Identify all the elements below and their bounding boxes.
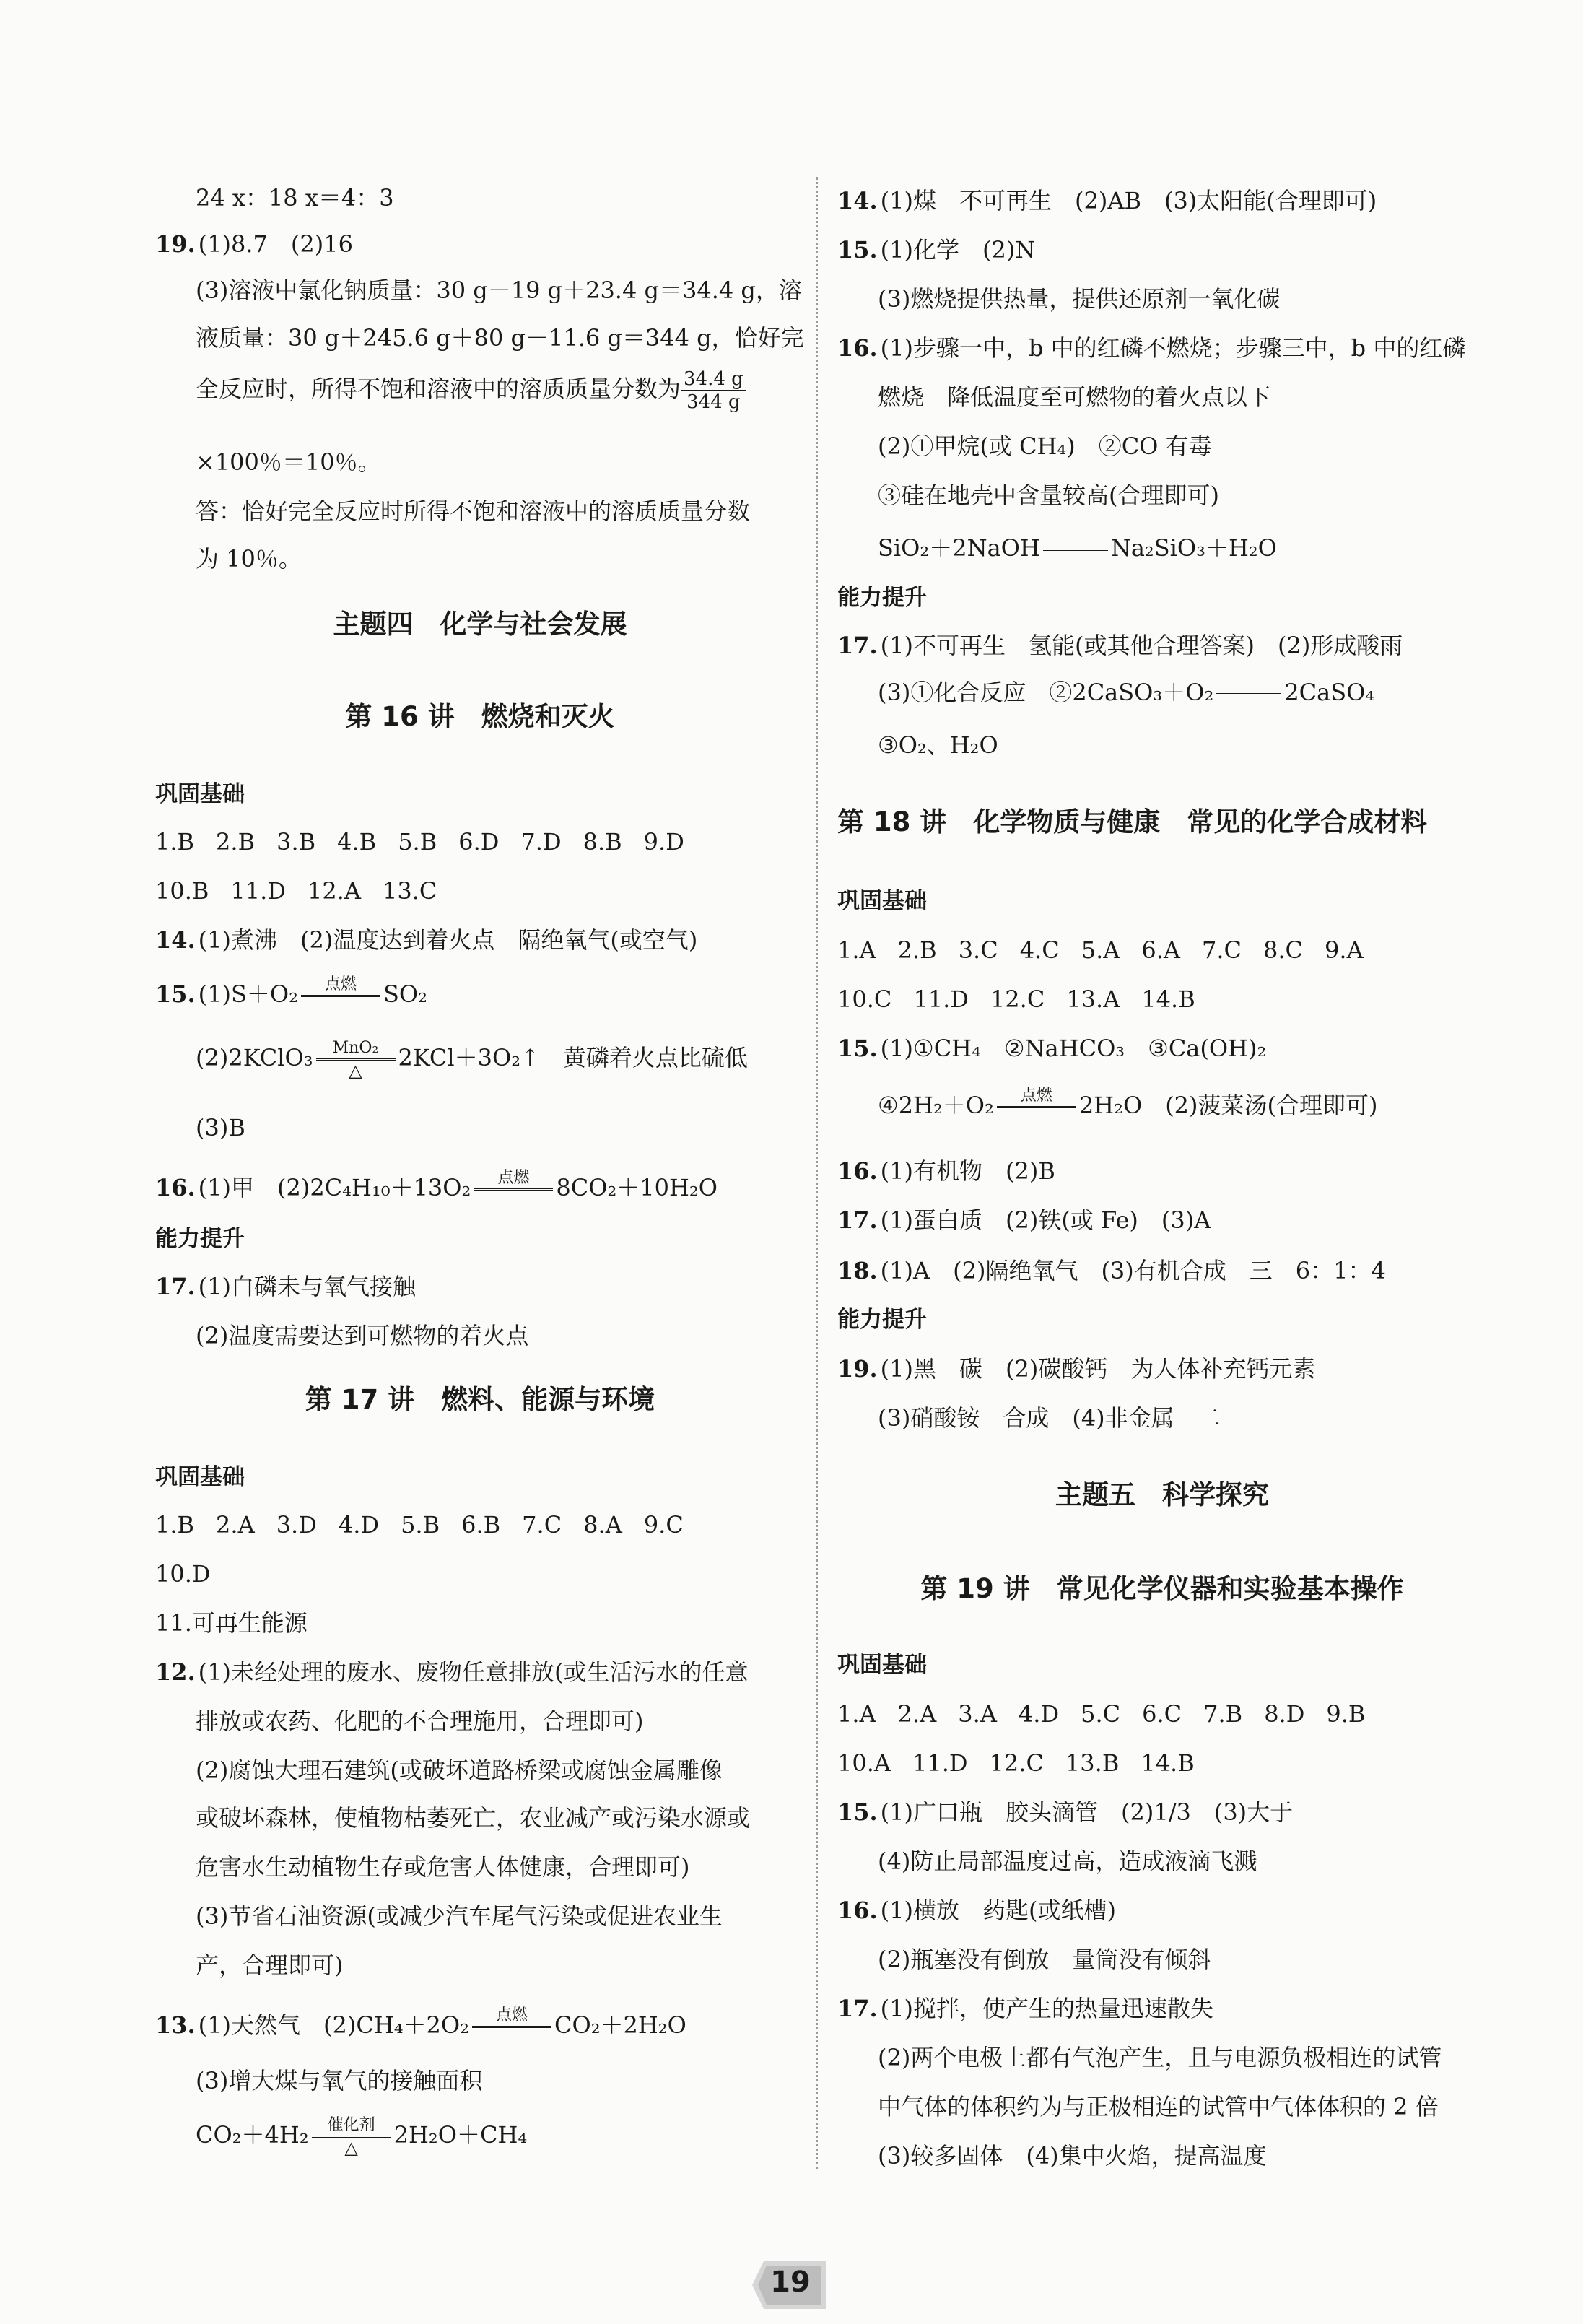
q16-line: 16. (1)步骤一中，b 中的红磷不燃烧；步骤三中，b 中的红磷 <box>837 334 1466 362</box>
q16-line: 16. (1)甲 (2)2C₄H₁₀＋13O₂ 点燃 8CO₂＋10H₂O <box>155 1170 718 1209</box>
reaction-arrow: MnO₂ △ <box>316 1040 396 1079</box>
answer-row: 1.A 2.B 3.C 4.C 5.A 6.A 7.C 8.C 9.A <box>837 936 1364 964</box>
answer-row: 10.C 11.D 12.C 13.A 14.B <box>837 985 1195 1013</box>
reaction-arrow: 催化剂 △ <box>312 2117 391 2157</box>
text-line: 液质量：30 g＋245.6 g＋80 g－11.6 g＝344 g，恰好完 <box>196 324 804 352</box>
q17-line: 17. (1)蛋白质 (2)铁(或 Fe) (3)A <box>837 1206 1211 1234</box>
section-label: 巩固基础 <box>155 781 245 807</box>
text-line: (2)腐蚀大理石建筑(或破坏道路桥梁或腐蚀金属雕像 <box>196 1757 723 1784</box>
text-line: ×100％＝10％。 <box>196 448 381 476</box>
q17-line: 17. (1)搅拌，使产生的热量迅速散失 <box>837 1995 1214 2022</box>
section-label: 巩固基础 <box>837 888 927 914</box>
lecture-heading: 第 18 讲 化学物质与健康 常见的化学合成材料 <box>837 806 1428 837</box>
answer-row: 10.B 11.D 12.A 13.C <box>155 877 437 905</box>
section-label: 巩固基础 <box>155 1464 245 1490</box>
text-line: ③O₂、H₂O <box>878 731 998 759</box>
text-line: (2)两个电极上都有气泡产生，且与电源负极相连的试管 <box>878 2044 1442 2071</box>
q15-line: 15. (1)①CH₄ ②NaHCO₃ ③Ca(OH)₂ <box>837 1035 1267 1062</box>
q19-fraction-line: 全反应时，所得不饱和溶液中的溶质质量分数为 $\frac{34.4 g}{344 g}$ <box>196 368 746 413</box>
page-number-badge <box>751 2260 830 2310</box>
q15b-line: (2)2KClO₃ MnO₂ △ 2KCl＋3O₂↑ 黄磷着火点比硫低 <box>196 1039 748 1081</box>
q19-line: 19. (1)8.7 (2)16 <box>155 230 353 258</box>
q15-line: 15. (1)S＋O₂ 点燃 SO₂ <box>155 976 427 1016</box>
text-line: (2)温度需要达到可燃物的着火点 <box>196 1322 529 1349</box>
reaction-arrow: 点燃 <box>997 1087 1076 1127</box>
text-line: 10.D <box>155 1560 211 1588</box>
text-line: (3)溶液中氯化钠质量：30 g－19 g＋23.4 g＝34.4 g，溶 <box>196 277 802 304</box>
q15-line: 15. (1)广口瓶 胶头滴管 (2)1/3 (3)大于 <box>837 1798 1294 1826</box>
q14-line: 14. (1)煮沸 (2)温度达到着火点 隔绝氧气(或空气) <box>155 926 698 954</box>
text-line: (3)节省石油资源(或减少汽车尾气污染或促进农业生 <box>196 1902 723 1930</box>
q16-line: 16. (1)有机物 (2)B <box>837 1157 1055 1185</box>
q13-line: 13. (1)天然气 (2)CH₄＋2O₂ 点燃 CO₂＋2H₂O <box>155 2007 686 2047</box>
section-label: 能力提升 <box>837 1307 927 1333</box>
q15-line: 15. (1)化学 (2)N <box>837 236 1036 264</box>
q16e-line: SiO₂＋2NaOH Na₂SiO₃＋H₂O <box>878 530 1277 570</box>
text-line: 24 x：18 x＝4：3 <box>196 184 394 212</box>
text-line: 危害水生动植物生存或危害人体健康，合理即可) <box>196 1853 690 1881</box>
column-divider <box>816 177 818 2169</box>
text-line: (3)燃烧提供热量，提供还原剂一氧化碳 <box>878 285 1281 313</box>
q17-line: 17. (1)白磷未与氧气接触 <box>155 1273 417 1300</box>
lecture-heading: 第 17 讲 燃料、能源与环境 <box>305 1384 655 1415</box>
text-line: (3)B <box>196 1114 245 1141</box>
equals-sign <box>1043 530 1108 570</box>
theme-heading: 主题四 化学与社会发展 <box>333 609 627 640</box>
text-line: 燃烧 降低温度至可燃物的着火点以下 <box>878 383 1271 411</box>
text-line: 为 10％。 <box>196 545 302 573</box>
text-line: 中气体的体积约为与正极相连的试管中气体体积的 2 倍 <box>878 2093 1439 2120</box>
section-label: 能力提升 <box>837 585 927 611</box>
text-line: 答：恰好完全反应时所得不饱和溶液中的溶质质量分数 <box>196 497 751 525</box>
answer-row: 1.B 2.A 3.D 4.D 5.B 6.B 7.C 8.A 9.C <box>155 1511 684 1539</box>
theme-heading: 主题五 科学探究 <box>1055 1479 1269 1510</box>
text-line: 或破坏森林，使植物枯萎死亡，农业减产或污染水源或 <box>196 1804 751 1832</box>
text-line: 排放或农药、化肥的不合理施用，合理即可) <box>196 1707 644 1735</box>
equals-sign <box>1216 674 1281 714</box>
text-line: (2)瓶塞没有倒放 量筒没有倾斜 <box>878 1946 1211 1973</box>
answer-row: 10.A 11.D 12.C 13.B 14.B <box>837 1749 1195 1777</box>
text-line: (4)防止局部温度过高，造成液滴飞溅 <box>878 1848 1257 1875</box>
q17b-line: (3)①化合反应 ②2CaSO₃＋O₂ 2CaSO₄ <box>878 674 1374 714</box>
q17-line: 17. (1)不可再生 氢能(或其他合理答案) (2)形成酸雨 <box>837 632 1403 659</box>
reaction-arrow: 点燃 <box>301 976 380 1016</box>
text-line: (3)增大煤与氧气的接触面积 <box>196 2067 483 2094</box>
page-number: 19 <box>770 2266 811 2299</box>
reaction-arrow: 点燃 <box>472 2007 551 2047</box>
text-line: (3)硝酸铵 合成 (4)非金属 二 <box>878 1404 1221 1432</box>
q16-line: 16. (1)横放 药匙(或纸槽) <box>837 1897 1116 1924</box>
text-line: (2)①甲烷(或 CH₄) ②CO 有毒 <box>878 432 1212 460</box>
answer-row: 1.B 2.B 3.B 4.B 5.B 6.D 7.D 8.B 9.D <box>155 828 684 856</box>
q18-line: 18. (1)A (2)隔绝氧气 (3)有机合成 三 6：1：4 <box>837 1257 1386 1284</box>
text-line: 11.可再生能源 <box>155 1609 308 1637</box>
lecture-heading: 第 19 讲 常见化学仪器和实验基本操作 <box>920 1573 1404 1604</box>
reaction-arrow: 点燃 <box>474 1170 553 1209</box>
text-line: (3)较多固体 (4)集中火焰，提高温度 <box>878 2142 1267 2169</box>
text-line: ③硅在地壳中含量较高(合理即可) <box>878 482 1219 509</box>
section-label: 巩固基础 <box>837 1652 927 1678</box>
q15b-line: ④2H₂＋O₂ 点燃 2H₂O (2)菠菜汤(合理即可) <box>878 1087 1378 1127</box>
section-label: 能力提升 <box>155 1226 245 1252</box>
answer-row: 1.A 2.A 3.A 4.D 5.C 6.C 7.B 8.D 9.B <box>837 1700 1366 1728</box>
fraction: $\frac{34.4 g}{344 g}$ <box>681 368 746 413</box>
text-line: 产，合理即可) <box>196 1951 344 1979</box>
q13c-line: CO₂＋4H₂ 催化剂 △ 2H₂O＋CH₄ <box>196 2116 528 2158</box>
q12-line: 12. (1)未经处理的废水、废物任意排放(或生活污水的任意 <box>155 1658 749 1686</box>
q19-line: 19. (1)黑 碳 (2)碳酸钙 为人体补充钙元素 <box>837 1355 1316 1383</box>
lecture-heading: 第 16 讲 燃烧和灭火 <box>345 701 615 732</box>
q14-line: 14. (1)煤 不可再生 (2)AB (3)太阳能(合理即可) <box>837 187 1377 214</box>
